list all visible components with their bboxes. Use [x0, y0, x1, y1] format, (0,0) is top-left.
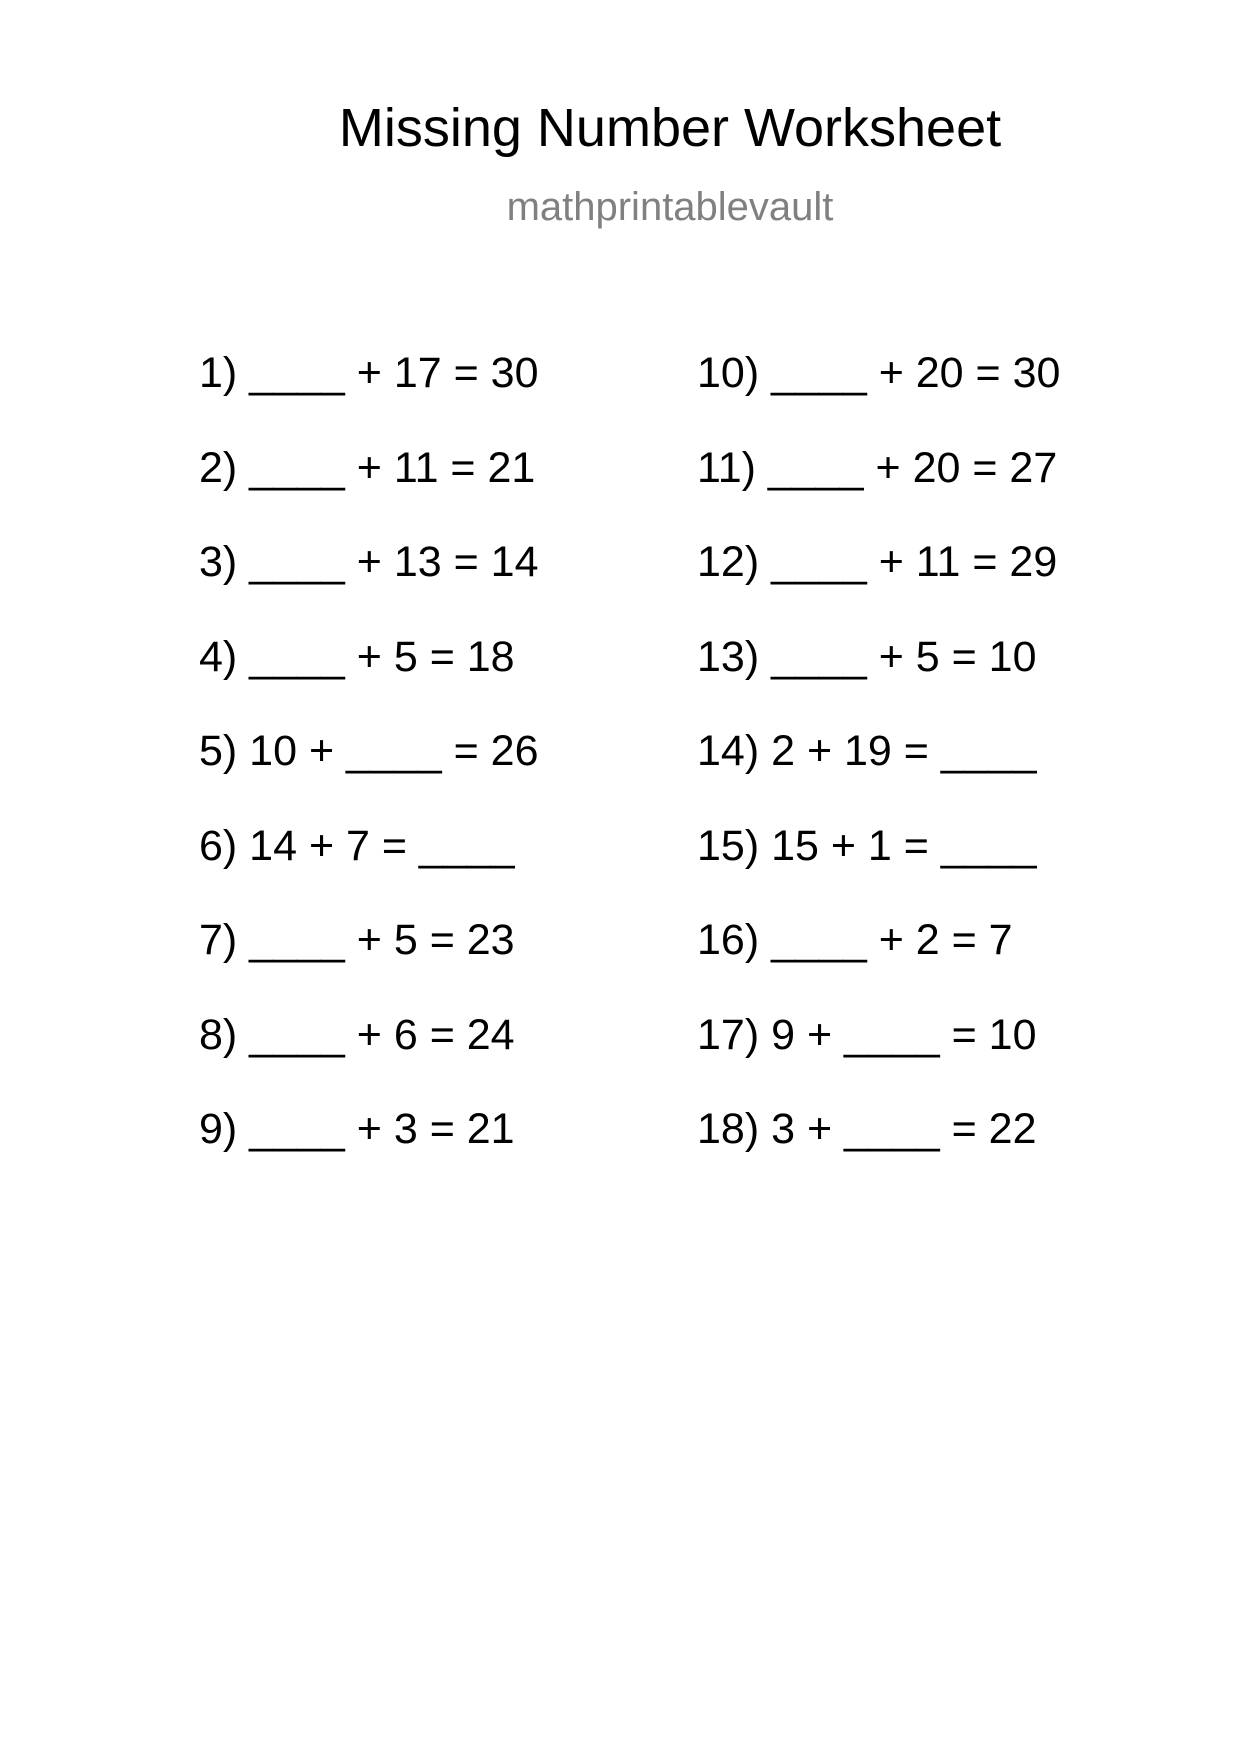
problem-17: 17) 9 + ____ = 10	[697, 1010, 1037, 1059]
problem-16: 16) ____ + 2 = 7	[697, 916, 1013, 964]
problems-right-column	[697, 348, 1060, 1199]
problem-14: 14) 2 + 19 = ____	[697, 727, 1037, 775]
problem-8: 8) ____ + 6 = 24	[199, 1010, 515, 1059]
problem-15: 15) 15 + 1 = ____	[697, 821, 1037, 870]
problem-9: 9) ____ + 3 = 21	[199, 1105, 515, 1153]
problem-1: 1) ____ + 17 = 30	[199, 349, 539, 397]
problem-6: 6) 14 + 7 = ____	[199, 821, 515, 870]
worksheet-title: Missing Number Worksheet	[338, 98, 1002, 158]
problem-12: 12) ____ + 11 = 29	[697, 538, 1058, 586]
worksheet-subtitle: mathprintablevault	[506, 185, 834, 229]
problem-3: 3) ____ + 13 = 14	[199, 538, 539, 586]
problem-13: 13) ____ + 5 = 10	[697, 632, 1037, 681]
problem-11: 11) ____ + 20 = 27	[697, 443, 1058, 492]
problem-10: 10) ____ + 20 = 30	[697, 349, 1061, 397]
problem-18: 18) 3 + ____ = 22	[697, 1105, 1037, 1153]
problems-left-column	[199, 348, 539, 1199]
problem-2: 2) ____ + 11 = 21	[199, 443, 536, 492]
problem-4: 4) ____ + 5 = 18	[199, 632, 515, 681]
problem-5: 5) 10 + ____ = 26	[199, 727, 539, 775]
problem-7: 7) ____ + 5 = 23	[199, 916, 515, 964]
